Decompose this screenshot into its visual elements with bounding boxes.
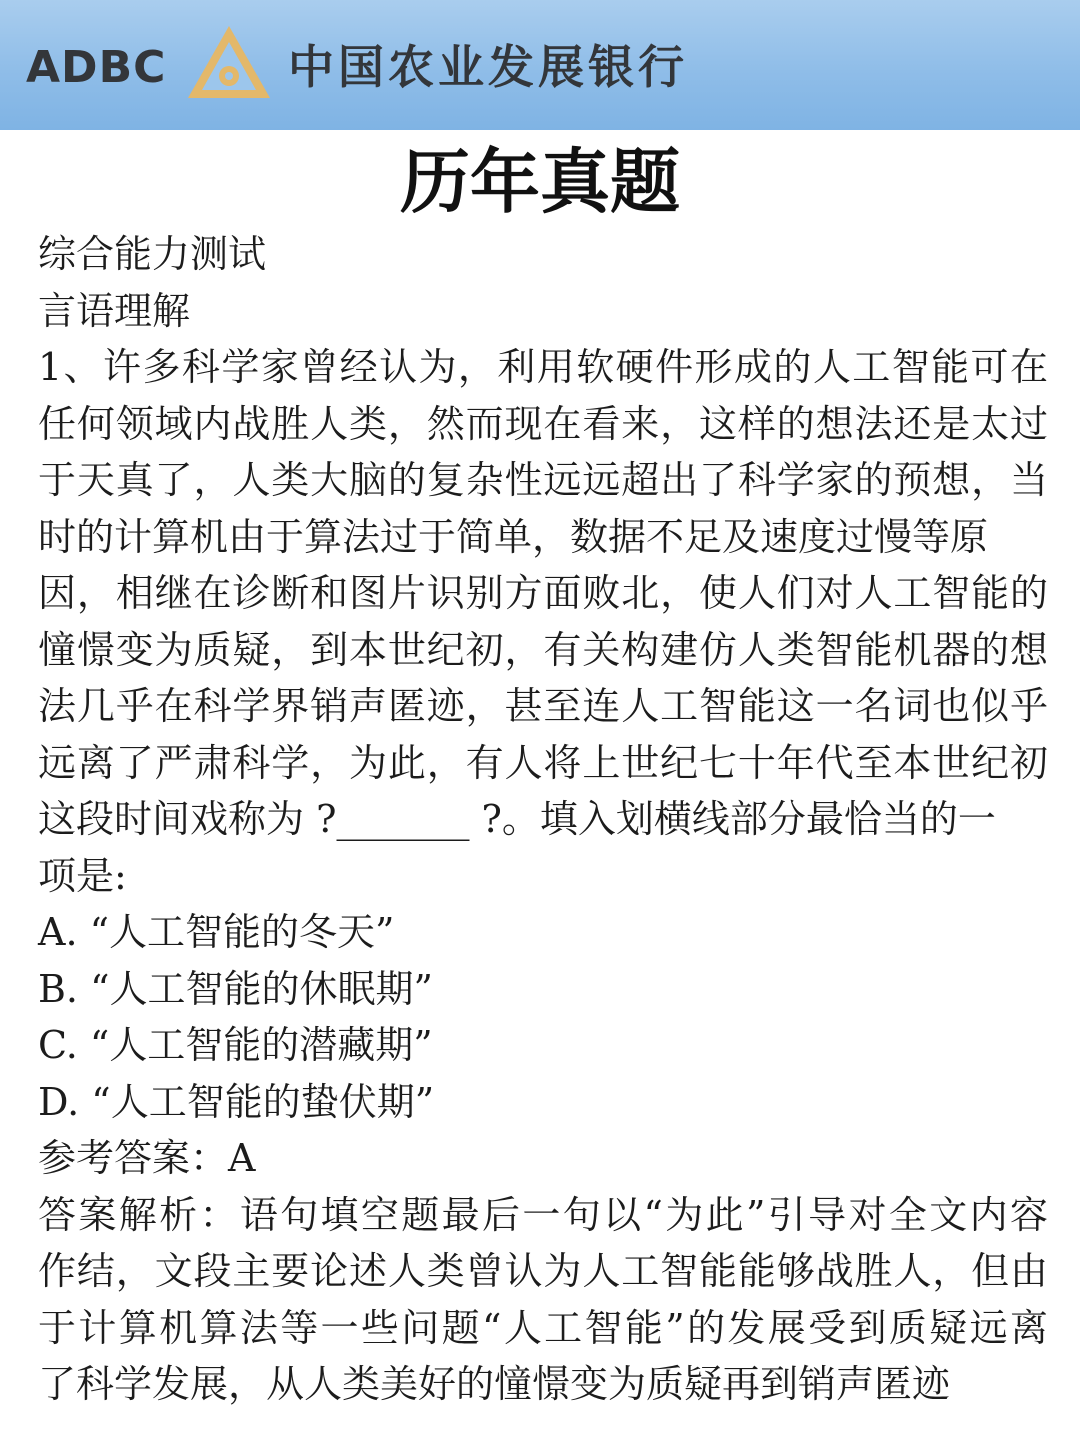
bank-abbreviation: ADBC — [26, 42, 167, 93]
question-line: 憧憬变为质疑，到本世纪初，有关构建仿人类智能机器的想 — [38, 627, 1048, 672]
question-line: 项是: — [38, 853, 127, 898]
question-content — [38, 226, 1048, 1413]
bank-name: 中国农业发展银行 — [288, 40, 688, 94]
subsection-heading: 言语理解 — [38, 288, 191, 333]
question-line: 因，相继在诊断和图片识别方面败北，使人们对人工智能的 — [38, 571, 1048, 615]
page-title: 历年真题 — [400, 140, 680, 223]
option-c: C. “人工智能的潜藏期” — [38, 1023, 433, 1067]
option-b: B. “人工智能的休眠期” — [38, 966, 433, 1011]
option-a: A. “人工智能的冬天” — [38, 910, 395, 954]
analysis-line: 了科学发展，从人类美好的憧憬变为质疑再到销声匿迹 — [38, 1362, 951, 1406]
question-line: 远离了严肃科学，为此，有人将上世纪七十年代至本世纪初 — [38, 740, 1048, 785]
header-banner — [0, 0, 1080, 130]
analysis-line: 于计算机算法等一些问题“人工智能”的发展受到质疑远离 — [38, 1305, 1048, 1350]
question-line: 1、许多科学家曾经认为，利用软硬件形成的人工智能可在 — [38, 345, 1048, 389]
analysis-line: 作结，文段主要论述人类曾认为人工智能能够战胜人，但由 — [38, 1249, 1048, 1293]
question-line: 这段时间戏称为 ?_______ ?。填入划横线部分最恰当的一 — [38, 797, 996, 841]
section-heading: 综合能力测试 — [38, 232, 267, 276]
option-d: D. “人工智能的蛰伏期” — [38, 1079, 435, 1124]
question-line: 法几乎在科学界销声匿迹，甚至连人工智能这一名词也似乎 — [38, 684, 1048, 728]
bank-logo-icon — [184, 22, 274, 102]
question-line: 于天真了，人类大脑的复杂性远远超出了科学家的预想，当 — [38, 458, 1048, 502]
reference-answer: 参考答案：A — [38, 1136, 256, 1180]
analysis-line: 答案解析：语句填空题最后一句以“为此”引导对全文内容 — [38, 1192, 1048, 1237]
question-line: 时的计算机由于算法过于简单，数据不足及速度过慢等原 — [38, 514, 989, 559]
question-line: 任何领域内战胜人类，然而现在看来，这样的想法还是太过 — [38, 401, 1048, 446]
